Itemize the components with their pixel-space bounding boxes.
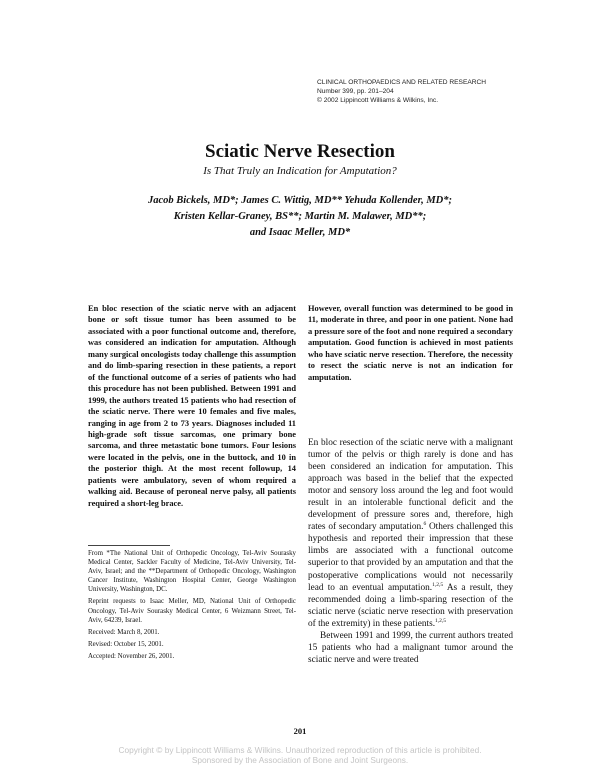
journal-issue: Number 399, pp. 201–204: [317, 88, 394, 95]
body-text: [308, 437, 513, 666]
watermark-line: Sponsored by the Association of Bone and Joint Surgeons.: [191, 755, 409, 765]
reference-marker: 1,2,5: [432, 581, 444, 588]
footnote-revised: Revised: October 15, 2001.: [88, 640, 164, 648]
footnotes: [88, 549, 296, 664]
body-text-run: Others challenged this hypothesis and reported their impression that these limbs are associated with a functional outcome superior to that provided by an amputation and that the postoperative complications would not necessarily lead to an eventual amputation.: [308, 522, 513, 593]
author-line: Kristen Kellar-Graney, BS**; Martin M. Malawer, MD**;: [173, 211, 427, 222]
body-text-run: En bloc resection of the sciatic nerve with a malignant tumor of the pelvis or thigh rarely is done and has been considered an indication for amputation. This approach was based in the belief that the expected motor and sensory loss around the leg and foot would result in an intolerable functional deficit and the development of pressure sores and, therefore, high rates of secondary amputation.: [308, 438, 513, 533]
copyright-watermark: [0, 745, 600, 765]
footnote-divider: [88, 545, 170, 546]
journal-name: CLINICAL ORTHOPAEDICS AND RELATED RESEARCH: [317, 79, 487, 86]
page-number: 201: [293, 726, 307, 736]
journal-copyright: © 2002 Lippincott Williams & Wilkins, Inc.: [317, 97, 439, 104]
author-line: Jacob Bickels, MD*; James C. Wittig, MD** Yehuda Kollender, MD*;: [147, 195, 453, 206]
footnote-received: Received: March 8, 2001.: [88, 628, 160, 636]
article-subtitle: Is That Truly an Indication for Amputation?: [203, 165, 397, 177]
body-paragraph: Between 1991 and 1999, the current authors treated 15 patients who had a malignant tumor around the sciatic nerve and were treated: [308, 630, 513, 665]
footnote-accepted: Accepted: November 26, 2001.: [88, 652, 175, 660]
footnote-affiliation: From *The National Unit of Orthopedic Oncology, Tel-Aviv Sourasky Medical Center, Sackler Faculty of Medicine, Tel-Aviv University, Tel-Aviv, Israel; and the **Department of Orthopedic Oncology, Washington Cancer Institute, Washington Hospital Center, George Washington University, Washington, DC.: [88, 550, 296, 594]
author-list: [100, 193, 500, 241]
body-paragraph: [308, 437, 513, 630]
watermark-line: Copyright © by Lippincott Williams & Wilkins. Unauthorized reproduction of this article is prohibited.: [118, 745, 482, 755]
article-title: Sciatic Nerve Resection: [205, 141, 395, 162]
footnote-reprint: Reprint requests to Isaac Meller, MD, National Unit of Orthopedic Oncology, Tel-Aviv Sourasky Medical Center, 6 Weizmann Street, Tel-Aviv, 64239, Israel.: [88, 598, 296, 624]
reference-marker: 1,2,5: [435, 617, 447, 624]
abstract-left-column: En bloc resection of the sciatic nerve with an adjacent bone or soft tissue tumor has been assumed to be associated with a poor functional outcome and, therefore, was considered an indication for amputation. Although many surgical oncologists today challenge this assumption and do limb-sparing resection in these patients, a report of the functional outcome of a series of patients who had this procedure has not been published. Between 1991 and 1999, the authors treated 15 patients who had resection of the sciatic nerve. There were 10 females and five males, ranging in age from 2 to 73 years. Diagnoses included 11 high-grade soft tissue sarcomas, one primary bone sarcoma, and three metastatic bone tumors. Four lesions were located in the pelvis, one in the buttock, and 10 in the posterior thigh. At the most recent followup, 14 patients were ambulatory, seven of whom required a walking aid. Because of peroneal nerve palsy, all patients required a short-leg brace.: [88, 304, 296, 508]
body-text-run: As a result, they recommended doing a limb-sparing resection of the sciatic nerve (sciatic nerve resection with preservation of the extremity) in these patients.: [308, 582, 513, 629]
author-line: and Isaac Meller, MD*: [249, 227, 351, 238]
reference-marker: 6: [423, 521, 427, 528]
abstract-right-column: However, overall function was determined to be good in 11, moderate in three, and poor in one patient. None had a pressure sore of the foot and none required a secondary amputation. Good function is achieved in most patients who have sciatic nerve resection. Therefore, the necessity to resect the sciatic nerve is not an indication for amputation.: [308, 304, 513, 382]
journal-header: [317, 78, 577, 105]
